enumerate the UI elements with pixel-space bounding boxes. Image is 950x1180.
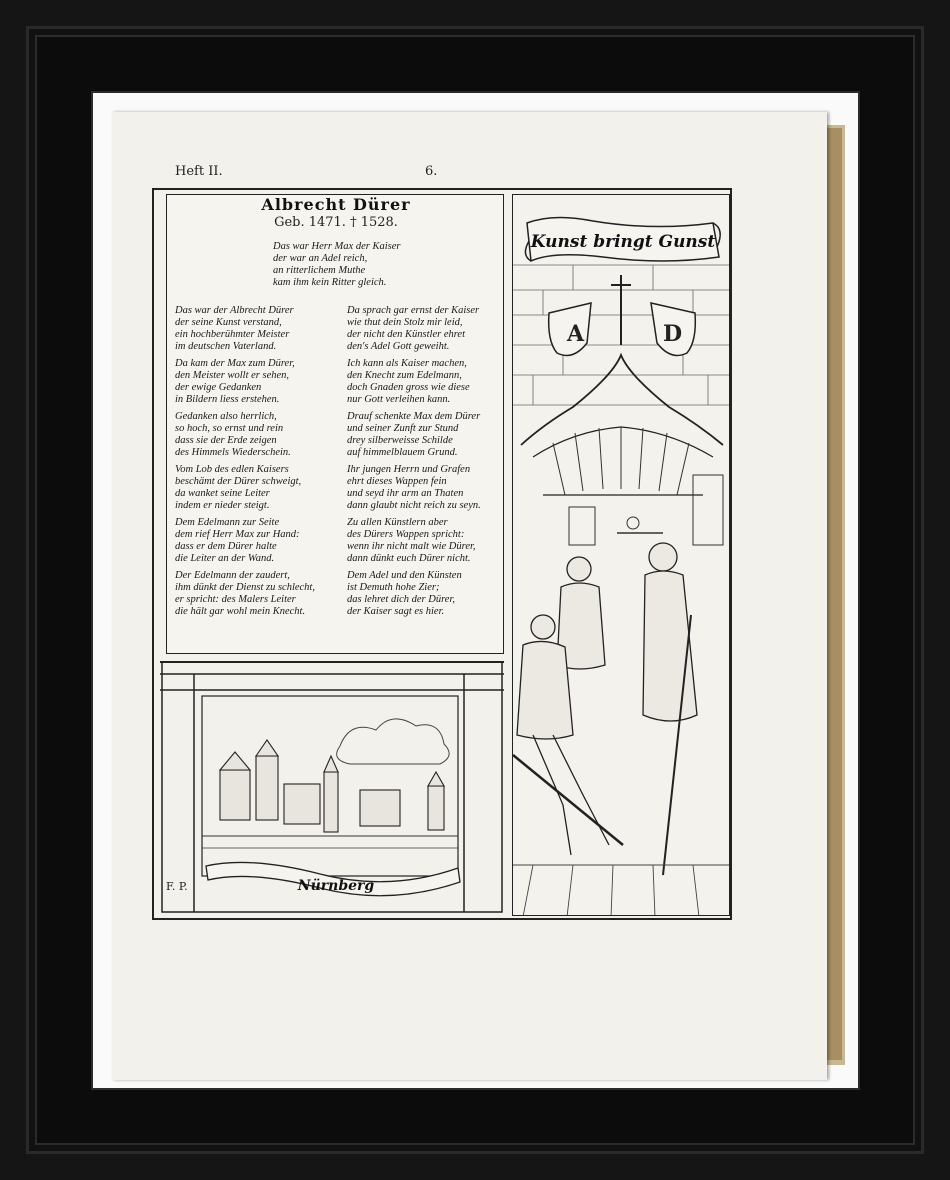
verse-line: in Bildern liess erstehen. — [175, 394, 280, 405]
verse-line: der war an Adel reich, — [273, 253, 368, 264]
verse-line: und seyd ihr arm an Thaten — [347, 488, 464, 499]
verse-line: Zu allen Künstlern aber — [347, 517, 448, 528]
dürer-illustration — [513, 195, 730, 916]
verse-line: ehrt dieses Wappen fein — [347, 476, 447, 487]
stanza — [175, 411, 315, 459]
verse-line: kam ihm kein Ritter gleich. — [273, 277, 387, 288]
stanza — [175, 570, 315, 618]
stanza — [347, 358, 481, 406]
verse-line: des Himmels Wiederschein. — [175, 447, 291, 458]
verse-line: im deutschen Vaterland. — [175, 341, 277, 352]
poem-column-left — [175, 305, 315, 623]
nuremberg-panel — [160, 660, 504, 916]
stanza — [347, 517, 481, 565]
stanza — [175, 464, 315, 512]
verse-line: Das war Herr Max der Kaiser — [273, 241, 401, 252]
stanza — [347, 411, 481, 459]
verse-line: die hält gar wohl mein Knecht. — [175, 606, 306, 617]
stanza — [175, 358, 315, 406]
verse-line: er spricht: des Malers Leiter — [175, 594, 296, 605]
verse-line: Drauf schenkte Max dem Dürer — [347, 411, 481, 422]
stanza — [347, 464, 481, 512]
verse-line: des Dürers Wappen spricht: — [347, 529, 465, 540]
verse-line: Ich kann als Kaiser machen, — [347, 358, 467, 369]
verse-line: dann glaubt nicht reich zu seyn. — [347, 500, 481, 511]
verse-line: der nicht den Künstler ehret — [347, 329, 466, 340]
verse-line: wenn ihr nicht malt wie Dürer, — [347, 541, 476, 552]
verse-line: und seiner Zunft zur Stund — [347, 423, 459, 434]
verse-line: dass sie der Erde zeigen — [175, 435, 277, 446]
stanza — [175, 517, 315, 565]
banner-motto: Kunst bringt Gunst — [530, 232, 716, 252]
verse-line: Da sprach gar ernst der Kaiser — [347, 305, 480, 316]
verse-line: Ihr jungen Herrn und Grafen — [347, 464, 471, 475]
stanza — [347, 305, 481, 353]
verse-line: wie thut dein Stolz mir leid, — [347, 317, 463, 328]
poem-panel — [166, 194, 504, 654]
verse-line: Der Edelmann der zaudert, — [175, 570, 290, 581]
verse-line: indem er nieder steigt. — [175, 500, 270, 511]
verse-line: Das war der Albrecht Dürer — [175, 305, 294, 316]
verse-line: Dem Adel und den Künsten — [347, 570, 462, 581]
verse-line: Dem Edelmann zur Seite — [175, 517, 280, 528]
page-number: 6. — [425, 164, 438, 179]
verse-line: dass er dem Dürer halte — [175, 541, 277, 552]
verse-line: drey silberweisse Schilde — [347, 435, 453, 446]
verse-line: ist Demuth hohe Zier; — [347, 582, 440, 593]
verse-line: dann dünkt euch Dürer nicht. — [347, 553, 471, 564]
verse-line: Vom Lob des edlen Kaisers — [175, 464, 289, 475]
svg-text:D: D — [663, 321, 683, 347]
verse-line: Da kam der Max zum Dürer, — [175, 358, 295, 369]
verse-line: nur Gott verleihen kann. — [347, 394, 451, 405]
verse-line: da wanket seine Leiter — [175, 488, 270, 499]
verse-line: den Meister wollt er sehen, — [175, 370, 290, 381]
verse-line: Gedanken also herrlich, — [175, 411, 277, 422]
verse-line: doch Gnaden gross wie diese — [347, 382, 470, 393]
artist-monogram: F. P. — [166, 880, 188, 893]
verse-line: so hoch, so ernst und rein — [175, 423, 284, 434]
verse-line: das lehret dich der Dürer, — [347, 594, 455, 605]
verse-line: beschämt der Dürer schweigt, — [175, 476, 302, 487]
svg-text:A: A — [567, 321, 585, 347]
verse-line: dem rief Herr Max zur Hand: — [175, 529, 300, 540]
verse-line: die Leiter an der Wand. — [175, 553, 275, 564]
verse-line: an ritterlichem Muthe — [273, 265, 366, 276]
verse-line: auf himmelblauem Grund. — [347, 447, 458, 458]
stanza — [175, 305, 315, 353]
verse-line: ihm dünkt der Dienst zu schlecht, — [175, 582, 315, 593]
illustration-panel — [512, 194, 730, 916]
verse-line: ein hochberühmter Meister — [175, 329, 290, 340]
poem-dates: Geb. 1471. † 1528. — [274, 215, 398, 230]
verse-line: den's Adel Gott geweiht. — [347, 341, 450, 352]
verse-line: der Kaiser sagt es hier. — [347, 606, 445, 617]
verse-line: den Knecht zum Edelmann, — [347, 370, 462, 381]
verse-line: der ewige Gedanken — [175, 382, 262, 393]
city-label: Nürnberg — [297, 878, 375, 894]
poem-title: Albrecht Dürer — [261, 195, 411, 214]
issue-label: Heft II. — [175, 164, 223, 179]
poem-column-right — [347, 305, 481, 623]
nuremberg-illustration — [160, 660, 504, 916]
verse-line: der seine Kunst verstand, — [175, 317, 282, 328]
poem-intro — [273, 241, 400, 289]
stanza — [347, 570, 481, 618]
